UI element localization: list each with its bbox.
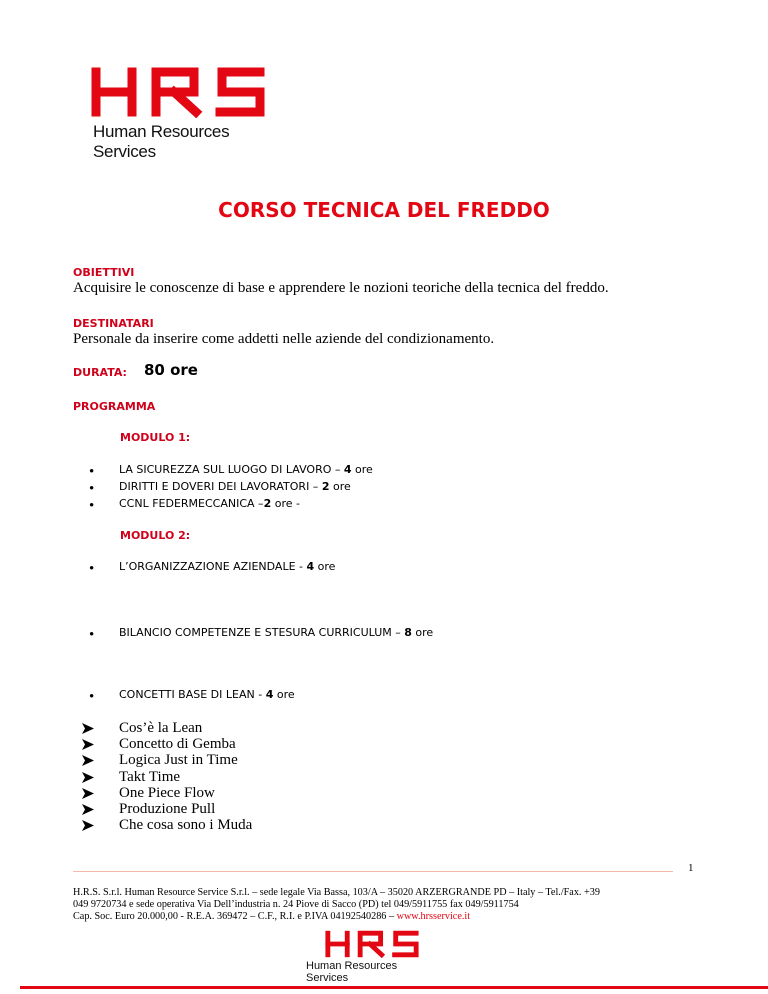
lean-topic-label: One Piece Flow (119, 784, 215, 801)
modulo-1-title: MODULO 1: (120, 431, 191, 444)
header-logo (90, 66, 270, 161)
footer-line-2: 049 9720734 e sede operativa Via Dell’industria n. 24 Piove di Sacco (PD) tel 049/5911755 fax 049/5911754 (73, 899, 519, 910)
obiettivi-label: OBIETTIVI (73, 266, 135, 279)
lean-topic-item (73, 785, 252, 801)
programma-label: PROGRAMMA (73, 400, 156, 413)
arrow-bullet-icon (82, 739, 94, 750)
arrow-bullet-icon (82, 820, 94, 831)
lean-topic-label: Produzione Pull (119, 800, 216, 817)
footer-divider (73, 871, 673, 872)
footer-logo-subtitle: Human Resources Services (306, 960, 398, 984)
lean-topic-label: Concetto di Gemba (119, 736, 236, 753)
footer-website-link[interactable]: www.hrsservice.it (396, 911, 471, 922)
durata-label: DURATA: (73, 366, 127, 379)
arrow-bullet-icon (82, 723, 94, 734)
modulo-2-item: CONCETTI BASE DI LEAN - 4 ore (119, 688, 295, 701)
footer-line-3 (73, 911, 600, 923)
lean-topic-item (73, 752, 252, 768)
destinatari-text: Personale da inserire come addetti nelle aziende del condizionamento. (73, 331, 495, 347)
arrow-bullet-icon (82, 788, 94, 799)
bullet-icon: • (89, 498, 95, 514)
lean-topic-item (73, 801, 252, 817)
lean-topic-item (73, 720, 252, 736)
lean-topic-item (73, 769, 252, 785)
bullet-icon: • (89, 464, 95, 480)
lean-topic-label: Takt Time (119, 768, 181, 785)
hrs-footer-logo-letters (306, 930, 438, 958)
bullet-icon: • (89, 689, 95, 705)
durata-value: 80 ore (144, 361, 198, 379)
lean-topic-item (73, 736, 252, 752)
page-title: CORSO TECNICA DEL FREDDO (218, 198, 550, 222)
lean-topic-label: Che cosa sono i Muda (119, 817, 253, 834)
bullet-icon: • (89, 627, 95, 643)
arrow-bullet-icon (82, 755, 94, 766)
modulo-1-item: CCNL FEDERMECCANICA –2 ore - (119, 497, 300, 510)
footer-line-1: H.R.S. S.r.l. Human Resource Service S.r.l. – sede legale Via Bassa, 103/A – 35020 ARZERGRANDE PD – Italy – Tel./Fax. +39 (73, 887, 600, 898)
bottom-red-rule (20, 986, 768, 989)
lean-topic-item (73, 817, 252, 833)
modulo-2-item: BILANCIO COMPETENZE E STESURA CURRICULUM – 8 ore (119, 626, 434, 639)
lean-topic-label: Logica Just in Time (119, 752, 238, 769)
lean-topic-label: Cos’è la Lean (119, 720, 203, 736)
bullet-icon: • (89, 561, 95, 577)
obiettivi-text: Acquisire le conoscenze di base e apprendere le nozioni teoriche della tecnica del freddo. (73, 280, 609, 296)
bullet-icon: • (89, 481, 95, 497)
footer-company-info: Cap. Soc. Euro 20.000,00 - R.E.A. 369472 – C.F., R.I. e P.IVA 04192540286 – (73, 911, 397, 922)
arrow-bullet-icon (82, 804, 94, 815)
footer-logo (300, 930, 440, 984)
hrs-logo-letters (90, 66, 266, 118)
page-number: 1 (688, 862, 694, 874)
modulo-2-item: L’ORGANIZZAZIONE AZIENDALE - 4 ore (119, 560, 336, 573)
arrow-bullet-icon (82, 772, 94, 783)
lean-topics-list (73, 720, 252, 833)
modulo-1-item: DIRITTI E DOVERI DEI LAVORATORI – 2 ore (119, 480, 351, 493)
modulo-1-item: LA SICUREZZA SUL LUOGO DI LAVORO – 4 ore (119, 463, 373, 476)
destinatari-label: DESTINATARI (73, 317, 154, 330)
footer-address (73, 887, 600, 923)
logo-subtitle: Human Resources Services (93, 122, 230, 161)
modulo-2-title: MODULO 2: (120, 529, 191, 542)
